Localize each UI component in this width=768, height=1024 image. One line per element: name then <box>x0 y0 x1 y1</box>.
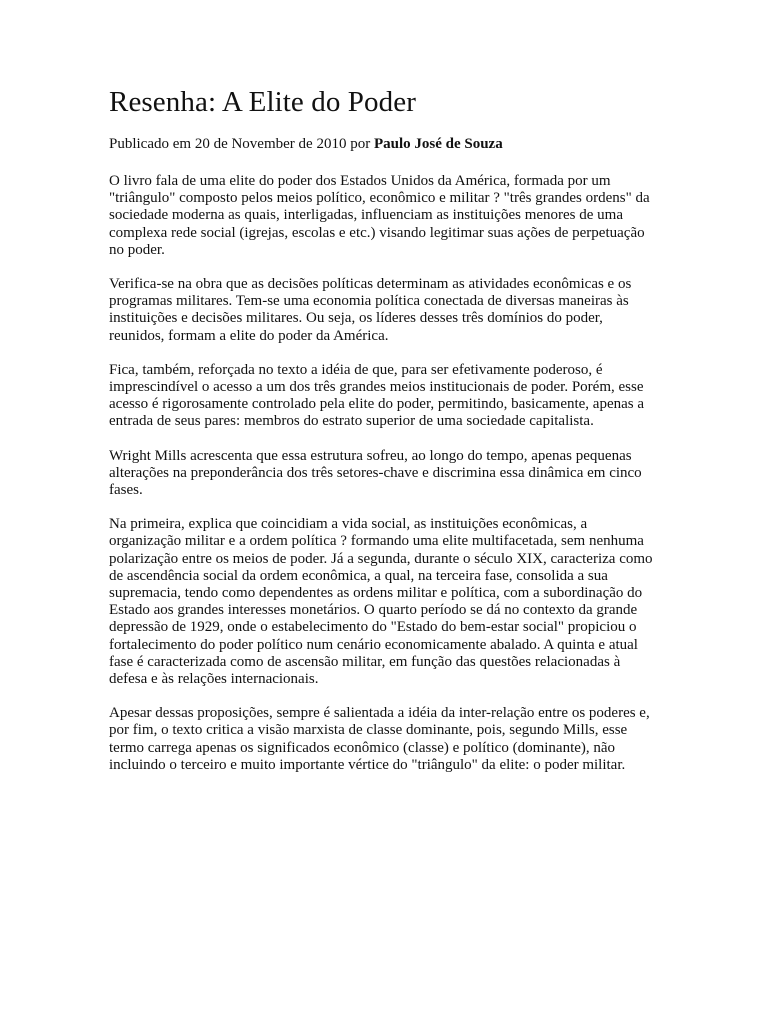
paragraph-5: Na primeira, explica que coincidiam a vida social, as instituições econômicas, a organização militar e a ordem política ? formando uma elite multifacetada, sem nenhuma polarização entre os meios de poder. Já a segunda, durante o século XIX, caracteriza como de ascendência social da ordem econômica, a qual, na terceira fase, consolida a sua supremacia, tendo como dependentes as ordens militar e política, com a subordinação do Estado aos grandes interesses monetários. O quarto período se dá no contexto da grande depressão de 1929, onde o estabelecimento do "Estado do bem-estar social" propiciou o fortalecimento do poder político num cenário economicamente abalado. A quinta e atual fase é caracterizada como de ascensão militar, em função das questões relacionadas à defesa e às relações internacionais. <box>109 516 653 688</box>
paragraph-4: Wright Mills acrescenta que essa estrutura sofreu, ao longo do tempo, apenas pequenas alterações na preponderância dos três setores-chave e discrimina essa dinâmica em cinco fases. <box>109 447 642 499</box>
paragraph-1: O livro fala de uma elite do poder dos Estados Unidos da América, formada por um "triângulo" composto pelos meios político, econômico e militar ? "três grandes ordens" da sociedade moderna as quais, interligadas, influenciam as instituições menores de uma complexa rede social (igrejas, escolas e etc.) visando legitimar suas ações de perpetuação no poder. <box>109 173 650 258</box>
article-byline <box>109 135 654 154</box>
article-title: Resenha: A Elite do Poder <box>109 86 416 118</box>
paragraph-6: Apesar dessas proposições, sempre é salientada a idéia da inter-relação entre os poderes e, por fim, o texto critica a visão marxista de classe dominante, pois, segundo Mills, esse termo carrega apenas os significados econômico (classe) e político (dominante), não incluindo o terceiro e muito importante vértice do "triângulo" da elite: o poder militar. <box>109 705 650 773</box>
document-page <box>109 84 654 791</box>
author-name: Paulo José de Souza <box>373 136 503 152</box>
byline-prefix: Publicado em 20 de November de 2010 por <box>109 136 374 152</box>
paragraph-3: Fica, também, reforçada no texto a idéia de que, para ser efetivamente poderoso, é imprescindível o acesso a um dos três grandes meios institucionais de poder. Porém, esse acesso é rigorosamente controlado pela elite do poder, permitindo, basicamente, apenas a entrada de seus pares: membros do estrato superior de uma sociedade capitalista. <box>109 361 645 430</box>
paragraph-2: Verifica-se na obra que as decisões políticas determinam as atividades econômicas e os programas militares. Tem-se uma economia política conectada de diversas maneiras às instituições e decisões militares. Ou seja, os líderes desses três domínios do poder, reunidos, formam a elite do poder da América. <box>109 276 632 344</box>
